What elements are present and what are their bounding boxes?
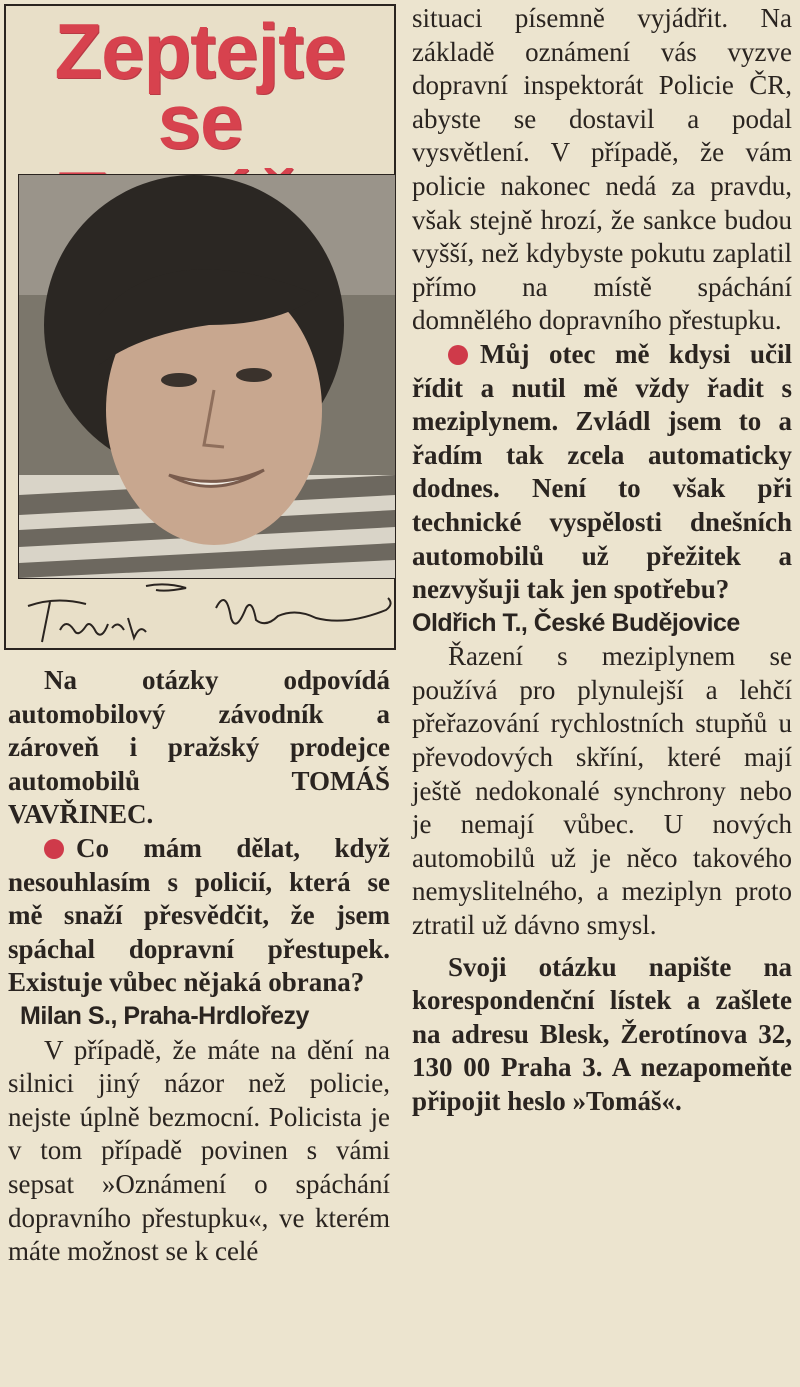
header-box [4, 4, 396, 650]
right-text [412, 2, 792, 1119]
left-text [0, 664, 390, 1269]
author-2: Oldřich T., České Budějovice [412, 608, 740, 637]
left-column [0, 0, 398, 1387]
portrait-photo [18, 174, 396, 579]
intro-text: Na otázky odpovídá automobilový závodník a zároveň i pražský prodejce automobilů TOMÁŠ VAVŘINEC. [8, 665, 390, 830]
answer-1-end: situaci písemně vyjádřit. Na základě oznámení vás vyzve dopravní inspektorát Policie ČR, abyste se dostavil a podal vysvětlení. V případě, že vám policie nakonec nedá za pravdu, však stejně hrozí, že sankce budou vyšší, než kdybyste pokutu zaplatil přímo na místě spáchání domnělého dopravního přestupku. [412, 3, 792, 336]
right-column [412, 0, 792, 1387]
footer-text: Svoji otázku napište na korespondenční lístek a zašlete na adresu Blesk, Žerotínova 32, 130 00 Praha 3. A nezapomeňte připojit heslo »Tomáš«. [412, 951, 792, 1116]
question-2 [412, 338, 792, 607]
answer-2: Řazení s meziplynem se používá pro plynulejší a lehčí přeřazování rychlostních stupňů u převodových skříní, které mají ještě nedokonalé synchrony nebo je nemají vůbec. U nových automobilů už je něco takového nemyslitelného, a meziplyn proto ztratil už dávno smysl. [412, 641, 792, 941]
author-1: Milan S., Praha-Hrdlořezy [20, 1001, 309, 1030]
headline-line1: Zeptejte se [54, 7, 346, 165]
answer-1-start: V případě, že máte na dění na silnici jiný názor než policie, nejste úplně bezmocní. Policista je v tom případě povinen s vámi sepsat »Oznámení o spáchání dopravního přestupku«, ve kterém máte možnost se k celé [8, 1034, 390, 1267]
question-2-text: Můj otec mě kdysi učil řídit a nutil mě vždy řadit s meziplynem. Zvládl jsem to a řadím tak zcela automaticky dodnes. Není to však při technické vyspělosti dnešních automobilů už přežitek a nezvyšuji tak jen spotřebu? [412, 338, 792, 605]
bullet-icon [44, 839, 64, 859]
signature [16, 578, 396, 650]
question-1-text: Co mám dělat, když nesouhlasím s policií, která se mě snaží přesvědčit, že jsem spáchal dopravní přestupek. Existuje vůbec nějaká obrana? [8, 832, 390, 998]
question-1 [8, 832, 390, 1000]
bullet-icon [448, 345, 468, 365]
